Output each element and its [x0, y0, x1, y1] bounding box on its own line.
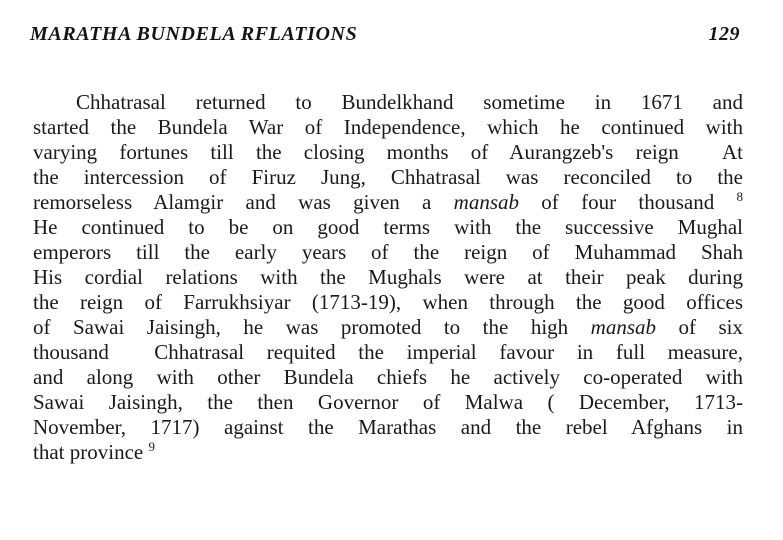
text-segment: varying fortunes till the closing months of Aurangzeb's reign At [33, 140, 743, 164]
text-segment: started the Bundela War of Independence, which he continued with [33, 115, 743, 139]
text-line [33, 90, 743, 115]
text-segment: and along with other Bundela chiefs he actively co-operated with [33, 365, 743, 389]
text-line [33, 290, 743, 315]
running-title: MARATHA BUNDELA RFLATIONS [30, 23, 358, 45]
text-segment: Chhatrasal returned to Bundelkhand sometime in 1671 and [76, 90, 743, 114]
text-line [33, 165, 743, 190]
text-segment: thousand Chhatrasal requited the imperial favour in full measure, [33, 340, 743, 364]
text-line [33, 215, 743, 240]
text-line [33, 190, 743, 215]
text-line [33, 265, 743, 290]
page-number: 129 [708, 23, 740, 45]
text-segment: His cordial relations with the Mughals were at their peak during [33, 265, 743, 289]
text-segment: emperors till the early years of the reign of Muhammad Shah [33, 240, 743, 264]
running-header [30, 23, 740, 53]
text-segment: of six [656, 315, 744, 339]
text-segment: the reign of Farrukhsiyar (1713-19), when through the good offices [33, 290, 743, 314]
text-segment: Sawai Jaisingh, the then Governor of Malwa ( December, 1713- [33, 390, 743, 414]
text-segment: that province [33, 440, 149, 464]
text-line [33, 365, 743, 390]
italic-term: mansab [453, 190, 520, 214]
text-line [33, 240, 743, 265]
text-line [33, 390, 743, 415]
text-line [33, 315, 743, 340]
text-line [33, 415, 743, 440]
footnote-marker: 9 [148, 439, 155, 454]
text-segment: of four thousand [519, 190, 737, 214]
text-segment: He continued to be on good terms with the successive Mughal [33, 215, 743, 239]
text-line [33, 340, 743, 365]
text-line [33, 140, 743, 165]
text-segment: November, 1717) against the Marathas and the rebel Afghans in [33, 415, 743, 439]
text-segment: of Sawai Jaisingh, he was promoted to the high [33, 315, 591, 339]
text-line [33, 115, 743, 140]
body-paragraph [33, 90, 743, 465]
text-segment: the intercession of Firuz Jung, Chhatrasal was reconciled to the [33, 165, 743, 189]
text-line [33, 440, 743, 465]
footnote-marker: 8 [736, 189, 743, 204]
italic-term: mansab [590, 315, 657, 339]
text-segment: remorseless Alamgir and was given a [33, 190, 454, 214]
